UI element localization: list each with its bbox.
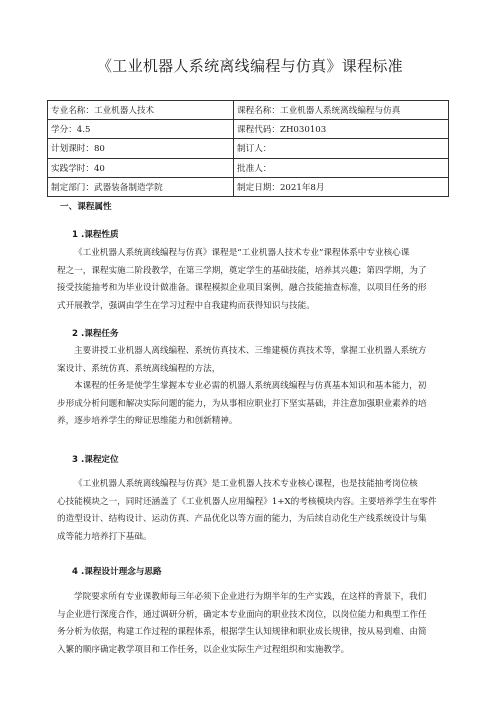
document-title: 《工业机器人系统离线编程与仿真》课程标准 (96, 57, 403, 75)
table-cell: 专业名称：工业机器人技术 (48, 101, 234, 120)
table-cell: 计划课时：80 (48, 139, 234, 158)
paragraph-line: 主要讲授工业机器人离线编程、系统仿真技术、三维建模仿真技术等，掌握工业机器人系统方 (74, 346, 427, 356)
paragraph-line: 案设计、系统仿真、系统离线编程的方法， (57, 363, 221, 374)
paragraph-line: 成等能力培养打下基础。 (57, 531, 152, 542)
subsection-heading: 4 .课程设计理念与思路 (72, 567, 162, 577)
paragraph-line: 的造型设计、结构设计、运动仿真、产品优化以等方面的能力，为后续自动化生产线系统设计与集 (57, 514, 427, 524)
paragraph-line: 《工业机器人系统离线编程与仿真》是工业机器人技术专业核心课程，也是技能抽考岗位核 (74, 479, 418, 489)
table-row (48, 120, 449, 139)
section-heading: 一、课程属性 (60, 202, 112, 212)
paragraph (57, 343, 453, 431)
table-cell: 批准人： (234, 158, 449, 177)
paragraph-line: 程之一，课程实施二阶段教学，在第三学期，奠定学生的基础技能，培养其兴趣；第四学期，为了 (57, 265, 427, 276)
table-row (48, 158, 449, 177)
paragraph (57, 476, 453, 546)
subsection-heading: 3 .课程定位 (72, 455, 119, 465)
paragraph-line: 步形成分析问题和解决实际问题的能力，为从事相应职业打下坚实基础，并注意加强职业素养的培 (57, 398, 427, 409)
course-info-table (47, 100, 449, 197)
paragraph-line: 与企业进行深度合作，通过调研分析，确定本专业面向的职业技术岗位，以岗位能力和典型工作任 (57, 609, 427, 620)
paragraph-line: 《工业机器人系统离线编程与仿真》课程是“工业机器人技术专业”课程体系中专业核心课 (74, 248, 410, 258)
table-cell: 课程名称：工业机器人系统离线编程与仿真 (234, 101, 449, 120)
paragraph-line: 养，逐步培养学生的辩证思维能力和创新精神。 (57, 416, 238, 426)
table-cell: 课程代码：ZH030103 (234, 120, 449, 139)
paragraph-line: 心技能模块之一，同时还涵盖了《工业机器人应用编程》1+X的考核模块内容。主要培养学生在零件 (57, 496, 437, 507)
table-cell: 实践学时：40 (48, 158, 234, 177)
subsection-heading: 2 .课程任务 (72, 329, 119, 339)
table-row (48, 139, 449, 158)
table-cell: 学分：4.5 (48, 120, 234, 139)
paragraph (57, 589, 453, 659)
table-row (48, 177, 449, 196)
paragraph-line: 务分析为依据，构建工作过程的课程体系，根据学生认知规律和职业成长规律，按从易到难、由简 (57, 627, 427, 637)
paragraph-line: 接受技能抽考和为毕业设计做准备。课程模拟企业项目案例，融合技能抽查标准，以项目任务的形 (57, 283, 427, 293)
paragraph-line: 入繁的顺序确定教学项目和工作任务，以企业实际生产过程组织和实施教学。 (57, 644, 350, 655)
paragraph-line: 本课程的任务是使学生掌握本专业必需的机器人系统离线编程与仿真基本知识和基本能力，初 (74, 381, 427, 391)
paragraph (57, 245, 453, 315)
subsection-heading: 1 .课程性质 (72, 230, 119, 240)
paragraph-line: 学院要求所有专业课教师每三年必须下企业进行为期半年的生产实践，在这样的背景下，我们 (74, 592, 427, 602)
table-cell: 制定日期：2021年8月 (234, 177, 449, 196)
paragraph-line: 式开展教学，强调由学生在学习过程中自我建构而获得知识与技能。 (57, 300, 315, 311)
table-row (48, 101, 449, 120)
table-cell: 制定部门：武器装备制造学院 (48, 177, 234, 196)
table-cell: 制订人： (234, 139, 449, 158)
